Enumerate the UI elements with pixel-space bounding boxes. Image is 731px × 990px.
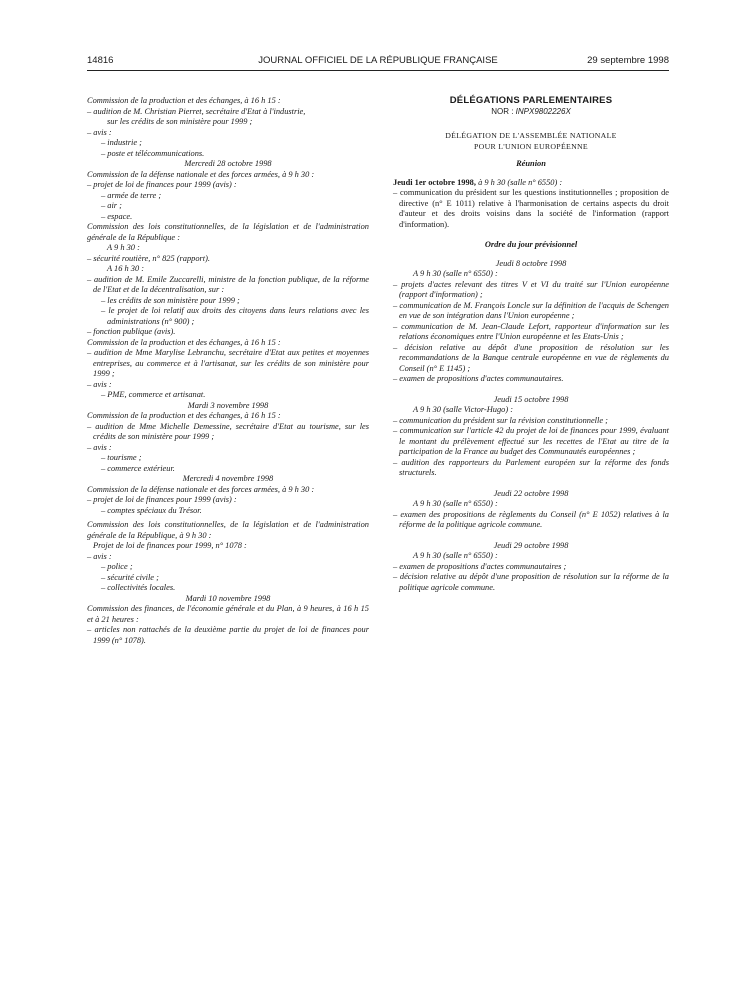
- issue-date: 29 septembre 1998: [587, 55, 669, 66]
- date-heading: Mercredi 28 octobre 1998: [184, 159, 272, 168]
- agenda-heading: Ordre du jour prévisionnel: [484, 240, 578, 249]
- agenda-subitem: – tourisme ;: [101, 453, 142, 462]
- agenda-subitem: – comptes spéciaux du Trésor.: [101, 505, 202, 515]
- agenda-item: – audition de Mme Michelle Demessine, secrétaire d'Etat au tourisme, sur les crédits de son ministère pour 1999 ;: [87, 421, 369, 441]
- commission-heading: Commission de la défense nationale et des forces armées, à 9 h 30 :: [87, 484, 315, 494]
- commission-heading: Commission de la production et des échanges, à 16 h 15 :: [87, 337, 281, 347]
- time-heading: A 9 h 30 :: [107, 243, 140, 252]
- date-heading: Jeudi 15 octobre 1998: [493, 394, 569, 404]
- date-heading: Jeudi 22 octobre 1998: [493, 488, 569, 498]
- agenda-subitem: – air ;: [101, 201, 122, 210]
- left-column: [87, 96, 369, 646]
- date-heading: Mardi 10 novembre 1998: [185, 593, 271, 603]
- agenda-subitem: – le projet de loi relatif aux droits des citoyens dans leurs relations avec les administrations (n° 900) ;: [101, 306, 369, 326]
- header-rule: [87, 70, 669, 71]
- nor-label: NOR :: [491, 106, 516, 116]
- agenda-subitem: – armée de terre ;: [101, 190, 162, 200]
- date-heading: Jeudi 8 octobre 1998: [495, 258, 567, 268]
- agenda-item: – projet de loi de finances pour 1999 (avis) :: [87, 180, 237, 189]
- agenda-subitem: – les crédits de son ministère pour 1999 ;: [101, 295, 240, 305]
- agenda-item: – audition de M. Emile Zuccarelli, ministre de la fonction publique, de la réforme de l'Etat et de la décentralisation, sur :: [87, 274, 369, 294]
- agenda-item: – projet de loi de finances pour 1999 (avis) :: [87, 495, 237, 504]
- date-heading: Mercredi 4 novembre 1998: [182, 474, 274, 483]
- agenda-item: – décision relative au dépôt d'une proposition de résolution sur la réforme de la politique agricole commune.: [393, 572, 669, 592]
- agenda-item: – communication du président sur les questions institutionnelles ; proposition de directive (n° E 1011) relative à l'harmonisation de certains aspects du droit d'auteur et des droits voisins dans la société de l'information (rapport d'information).: [393, 188, 669, 229]
- agenda-item: – projets d'actes relevant des titres V et VI du traité sur l'Union européenne (rapport d'information) ;: [393, 279, 669, 299]
- agenda-item: – avis :: [87, 551, 112, 561]
- meeting-date-bold: Jeudi 1er octobre 1998,: [393, 177, 476, 187]
- delegation-name: POUR L'UNION EUROPÉENNE: [474, 141, 588, 151]
- commission-heading: Commission des lois constitutionnelles, de la législation et de l'administration générale de la République :: [87, 222, 369, 242]
- agenda-item: – avis :: [87, 127, 112, 137]
- agenda-subitem: – espace.: [101, 211, 133, 221]
- agenda-subitem: – PME, commerce et artisanat.: [101, 390, 206, 399]
- right-column: [393, 96, 669, 593]
- agenda-item: – audition de Mme Marylise Lebranchu, secrétaire d'Etat aux petites et moyennes entreprises, au commerce et à l'artisanat, sur les crédits de son ministère pour 1999 ;: [87, 348, 369, 378]
- commission-heading: Commission des lois constitutionnelles, de la législation et de l'administration générale de la République, à 9 h 30 :: [87, 520, 369, 540]
- agenda-item: sur les crédits de son ministère pour 1999 ;: [107, 117, 253, 126]
- time-heading: A 9 h 30 (salle n° 6550) :: [413, 551, 498, 560]
- journal-title: JOURNAL OFFICIEL DE LA RÉPUBLIQUE FRANÇAISE: [258, 55, 498, 66]
- agenda-item: – communication de M. Jean-Claude Lefort, rapporteur d'information sur les relations économiques entre l'Union européenne et les Etats-Unis ;: [393, 321, 669, 341]
- agenda-item: – avis :: [87, 442, 112, 452]
- page-number: 14816: [87, 55, 114, 66]
- agenda-item: – communication de M. François Loncle sur la définition de l'acquis de Schengen en vue de son intégration dans l'Union européenne ;: [393, 300, 669, 320]
- meeting-heading: Réunion: [516, 159, 546, 168]
- commission-heading: Commission de la défense nationale et des forces armées, à 9 h 30 :: [87, 169, 315, 179]
- agenda-item: – audition de M. Christian Pierret, secrétaire d'Etat à l'industrie,: [87, 106, 306, 116]
- agenda-item: – sécurité routière, n° 825 (rapport).: [87, 253, 210, 263]
- agenda-subitem: – collectivités locales.: [101, 583, 176, 592]
- nor-reference: [393, 107, 669, 118]
- page-header: [87, 55, 669, 69]
- commission-heading: Commission de la production et des échanges, à 16 h 15 :: [87, 96, 281, 105]
- agenda-item: – articles non rattachés de la deuxième partie du projet de loi de finances pour 1999 (n° 1078).: [87, 625, 369, 645]
- date-heading: Mardi 3 novembre 1998: [187, 400, 269, 410]
- date-heading: Jeudi 29 octobre 1998: [493, 540, 569, 550]
- agenda-subitem: – sécurité civile ;: [101, 572, 159, 582]
- agenda-item: – communication du président sur la révision constitutionnelle ;: [393, 415, 608, 425]
- time-heading: A 9 h 30 (salle n° 6550) :: [413, 269, 498, 278]
- agenda-subitem: – police ;: [101, 562, 133, 571]
- section-title: DÉLÉGATIONS PARLEMENTAIRES: [449, 95, 613, 106]
- commission-heading: Commission de la production et des échanges, à 16 h 15 :: [87, 411, 281, 420]
- agenda-subitem: – industrie ;: [101, 138, 142, 147]
- commission-heading: Commission des finances, de l'économie générale et du Plan, à 9 heures, à 16 h 15 et à 21 heures :: [87, 604, 369, 624]
- agenda-item: – examen des propositions de règlements du Conseil (n° E 1052) relatives à la réforme de la politique agricole commune.: [393, 509, 669, 529]
- agenda-subitem: – commerce extérieur.: [101, 463, 175, 473]
- agenda-item: – audition des rapporteurs du Parlement européen sur la réforme des fonds structurels.: [393, 457, 669, 477]
- agenda-item: – examen de propositions d'actes communautaires.: [393, 374, 564, 383]
- time-heading: A 9 h 30 (salle Victor-Hugo) :: [413, 405, 514, 414]
- agenda-item: – décision relative au dépôt d'une proposition de résolution sur les recommandations de la Banque centrale européenne en vue de règlements du Conseil (n° E 1145) ;: [393, 342, 669, 373]
- bill-heading: Projet de loi de finances pour 1999, n° 1078 :: [93, 541, 247, 550]
- agenda-subitem: – poste et télécommunications.: [101, 148, 205, 158]
- agenda-item: – fonction publique (avis).: [87, 327, 176, 336]
- agenda-item: – examen de propositions d'actes communautaires ;: [393, 561, 567, 571]
- meeting-date: [393, 178, 669, 189]
- delegation-name: DÉLÉGATION DE L'ASSEMBLÉE NATIONALE: [445, 131, 617, 140]
- nor-code: INPX9802226X: [515, 106, 571, 116]
- agenda-item: – communication sur l'article 42 du projet de loi de finances pour 1999, évaluant le montant du prélèvement effectué sur les recettes de l'Etat au titre de la participation de la France au budget des Communautés européennes ;: [393, 426, 669, 456]
- time-heading: A 16 h 30 :: [107, 264, 145, 273]
- time-heading: A 9 h 30 (salle n° 6550) :: [413, 499, 498, 508]
- agenda-item: – avis :: [87, 379, 112, 389]
- meeting-time: à 9 h 30 (salle n° 6550) :: [475, 177, 563, 187]
